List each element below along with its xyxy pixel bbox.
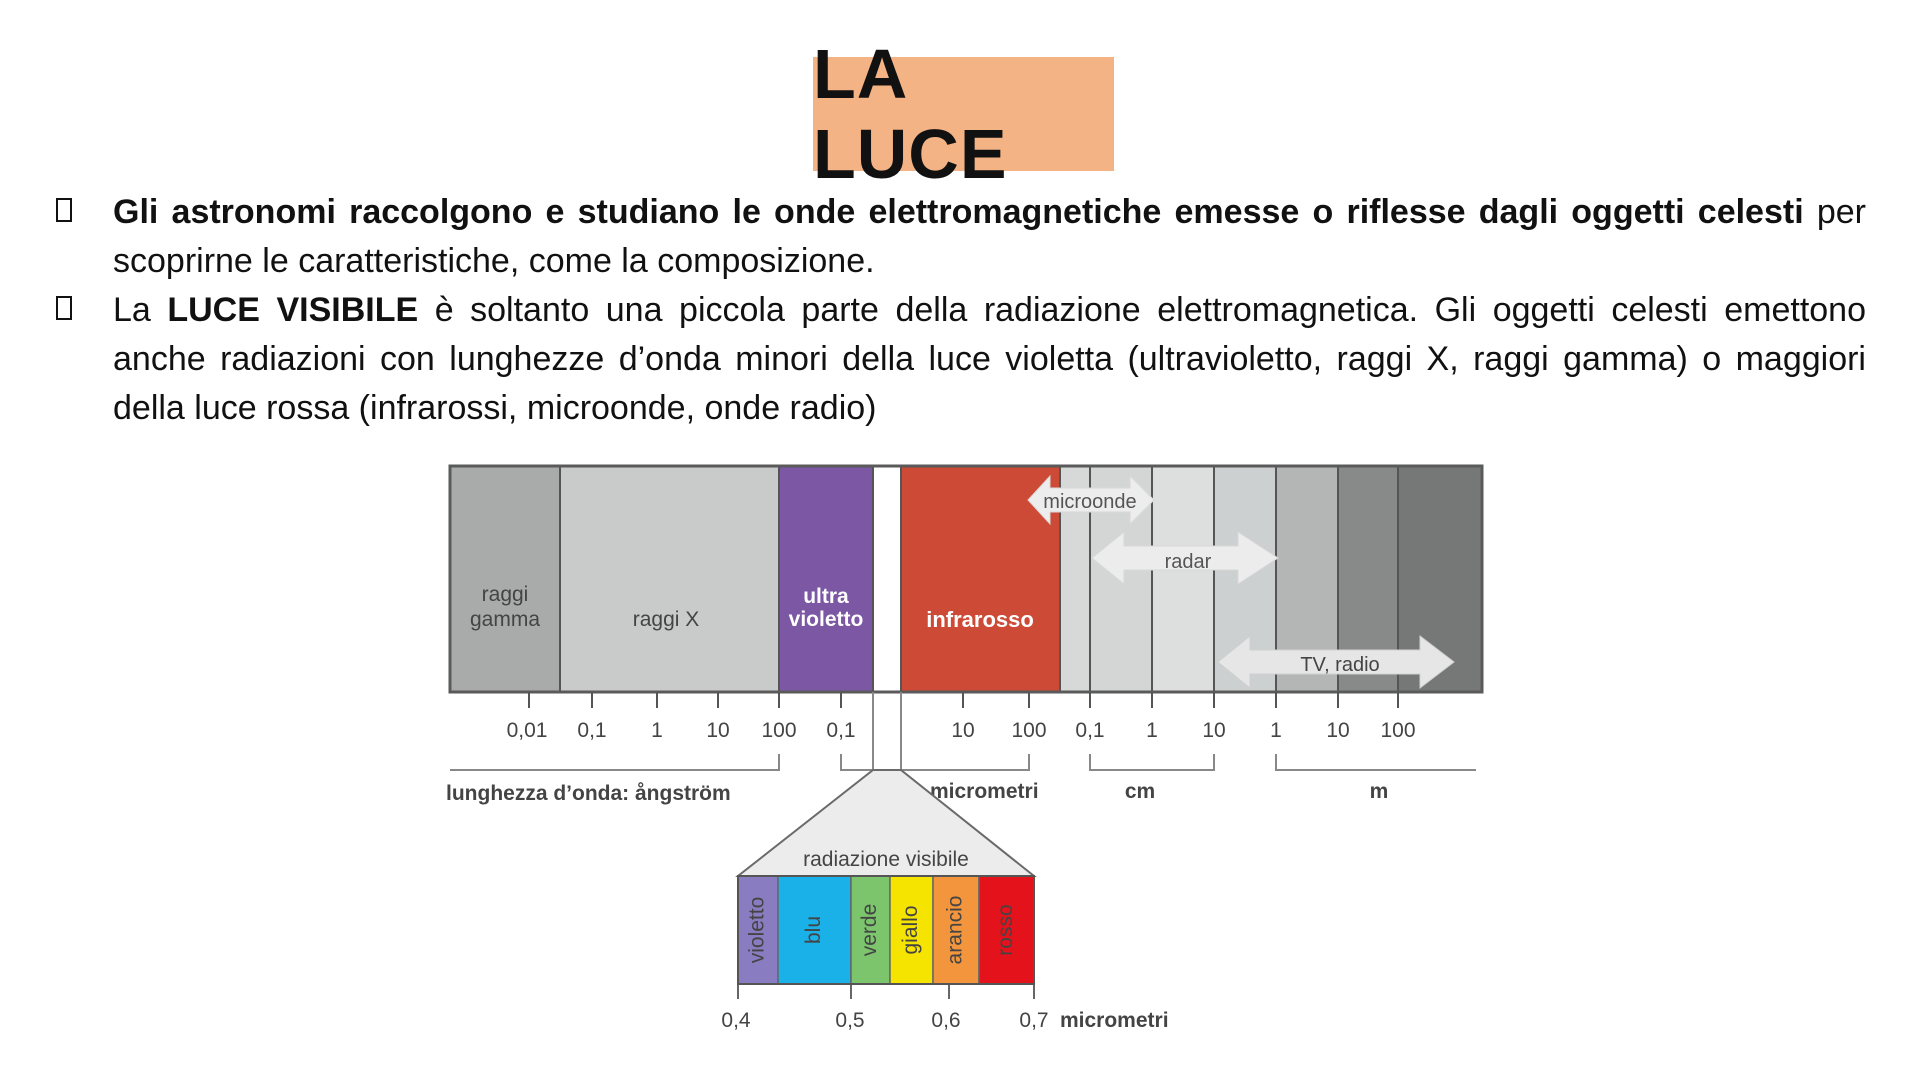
visible-tick-label: 0,4: [721, 1009, 751, 1032]
label-uv-line1: ultra: [803, 585, 849, 608]
label-gamma-line1: raggi: [481, 583, 529, 606]
label-uv-line2: violetto: [788, 608, 864, 631]
bullet-2-rest: è soltanto una piccola parte della radiazione elettromagnetica. Gli oggetti celesti emettono anche radiazioni con lunghezze d’onda minori della luce violetta (ultravioletto, raggi X, raggi gamma) o maggiori della luce rossa (infrarossi, microonde, onde radio): [113, 291, 1866, 427]
band-mw-3: [1152, 466, 1214, 692]
tick-label: 100: [1011, 719, 1047, 742]
unit-m: m: [1369, 780, 1389, 803]
arrow-microonde-label: microonde: [1043, 491, 1137, 513]
tick-label: 0,01: [506, 719, 548, 742]
tick-label: 10: [706, 719, 730, 742]
tick-label: 1: [1270, 719, 1282, 742]
tick-label: 10: [951, 719, 975, 742]
bullet-2-bold: LUCE VISIBILE: [167, 291, 419, 329]
arrow-radar-label: radar: [1164, 551, 1212, 573]
visible-stripe-label: arancio: [943, 895, 967, 965]
tick-label: 100: [1380, 719, 1416, 742]
bullet-2-pre: La: [113, 291, 168, 329]
visible-strip: [738, 876, 1034, 984]
band-uv: [779, 466, 873, 692]
arrow-tv-label: TV, radio: [1300, 654, 1380, 676]
visible-tick-label: 0,5: [835, 1009, 865, 1032]
tick-label: 10: [1202, 719, 1226, 742]
bullet-1-rest: per scoprirne le caratteristiche, come la composizione.: [113, 193, 1866, 280]
unit-cm: cm: [1124, 780, 1156, 803]
label-ir: infrarosso: [926, 607, 1034, 632]
tick-label: 100: [761, 719, 797, 742]
tick-label: 0,1: [826, 719, 856, 742]
unit-prefix: lunghezza d’onda: ångström: [446, 782, 731, 805]
tick-label: 10: [1326, 719, 1350, 742]
visible-title: radiazione visibile: [803, 848, 969, 871]
visible-tick-label: 0,6: [931, 1009, 961, 1032]
visible-stripe-label: violetto: [745, 896, 769, 964]
visible-stripe-label: verde: [858, 903, 882, 957]
visible-axis: [738, 985, 1034, 999]
tick-labels: [507, 719, 1416, 742]
page-title: LA LUCE: [813, 35, 1008, 193]
tick-label: 0,1: [577, 719, 607, 742]
unit-micrometri: micrometri: [930, 780, 1039, 803]
visible-tick-label: 0,7: [1019, 1009, 1049, 1032]
label-gamma-line2: gamma: [469, 608, 541, 631]
visible-unit: micrometri: [1060, 1009, 1169, 1032]
visible-stripe-label: rosso: [994, 904, 1018, 956]
tick-label: 0,1: [1075, 719, 1105, 742]
band-visible-gap: [873, 466, 901, 692]
bullet-1-bold: Gli astronomi raccolgono e studiano le onde elettromagnetiche emesse o riflesse dagli oggetti celesti: [113, 193, 1804, 231]
band-xray: [560, 466, 779, 692]
tick-label: 1: [1146, 719, 1158, 742]
label-xray: raggi X: [632, 608, 700, 631]
visible-stripe-label: blu: [802, 915, 826, 945]
band-gamma: [450, 466, 560, 692]
tick-label: 1: [651, 719, 663, 742]
visible-tick-labels: [721, 1009, 1048, 1032]
tick-marks: [529, 692, 1398, 708]
visible-stripe-label: giallo: [899, 905, 923, 955]
